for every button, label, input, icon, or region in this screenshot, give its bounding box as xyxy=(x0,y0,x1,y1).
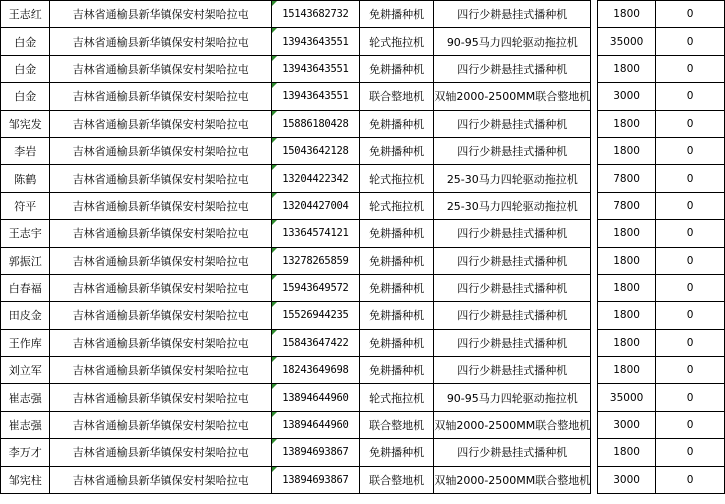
name-cell[interactable]: 王志宇 xyxy=(1,220,50,247)
phone-cell[interactable]: 13894693867 xyxy=(271,439,359,466)
machine-type-cell[interactable]: 免耕播种机 xyxy=(360,357,434,384)
spacer-cell[interactable] xyxy=(591,137,598,164)
phone-cell[interactable]: 13894644960 xyxy=(271,411,359,438)
machine-model-cell[interactable]: 四行少耕悬挂式播种机 xyxy=(434,55,591,82)
machine-model-cell[interactable]: 双轴2000-2500MM联合整地机 xyxy=(434,466,591,493)
machine-model-cell[interactable]: 90-95马力四轮驱动拖拉机 xyxy=(434,28,591,55)
phone-cell[interactable]: 13364574121 xyxy=(271,220,359,247)
address-cell[interactable]: 吉林省通榆县新华镇保安村架哈拉屯 xyxy=(50,55,271,82)
name-cell[interactable]: 邹宪柱 xyxy=(1,466,50,493)
name-cell[interactable]: 刘立军 xyxy=(1,357,50,384)
name-cell[interactable]: 崔志强 xyxy=(1,411,50,438)
table-row[interactable] xyxy=(1,411,725,438)
machine-model-cell[interactable]: 四行少耕悬挂式播种机 xyxy=(434,439,591,466)
name-cell[interactable]: 王志红 xyxy=(1,1,50,28)
machine-type-cell[interactable]: 轮式拖拉机 xyxy=(360,28,434,55)
machine-type-cell[interactable]: 轮式拖拉机 xyxy=(360,384,434,411)
phone-cell[interactable]: 13894644960 xyxy=(271,384,359,411)
price-cell[interactable]: 1800 xyxy=(598,137,656,164)
phone-cell[interactable]: 15943649572 xyxy=(271,274,359,301)
phone-cell[interactable]: 13894693867 xyxy=(271,466,359,493)
spacer-cell[interactable] xyxy=(591,192,598,219)
machine-model-cell[interactable]: 90-95马力四轮驱动拖拉机 xyxy=(434,384,591,411)
price-cell[interactable]: 1800 xyxy=(598,302,656,329)
price-cell[interactable]: 1800 xyxy=(598,220,656,247)
name-cell[interactable]: 陈鹤 xyxy=(1,165,50,192)
table-row[interactable] xyxy=(1,83,725,110)
extra-cell[interactable]: 0 xyxy=(656,220,725,247)
table-row[interactable] xyxy=(1,165,725,192)
phone-cell[interactable]: 15886180428 xyxy=(271,110,359,137)
phone-cell[interactable]: 15843647422 xyxy=(271,329,359,356)
spacer-cell[interactable] xyxy=(591,83,598,110)
name-cell[interactable]: 王作库 xyxy=(1,329,50,356)
extra-cell[interactable]: 0 xyxy=(656,55,725,82)
name-cell[interactable]: 符平 xyxy=(1,192,50,219)
address-cell[interactable]: 吉林省通榆县新华镇保安村架哈拉屯 xyxy=(50,302,271,329)
address-cell[interactable]: 吉林省通榆县新华镇保安村架哈拉屯 xyxy=(50,466,271,493)
machine-type-cell[interactable]: 免耕播种机 xyxy=(360,137,434,164)
table-row[interactable] xyxy=(1,357,725,384)
machine-model-cell[interactable]: 四行少耕悬挂式播种机 xyxy=(434,247,591,274)
machine-model-cell[interactable]: 四行少耕悬挂式播种机 xyxy=(434,329,591,356)
table-row[interactable] xyxy=(1,384,725,411)
name-cell[interactable]: 白金 xyxy=(1,28,50,55)
phone-cell[interactable]: 15043642128 xyxy=(271,137,359,164)
table-row[interactable] xyxy=(1,302,725,329)
table-row[interactable] xyxy=(1,274,725,301)
machine-type-cell[interactable]: 免耕播种机 xyxy=(360,247,434,274)
machine-type-cell[interactable]: 轮式拖拉机 xyxy=(360,165,434,192)
phone-cell[interactable]: 15526944235 xyxy=(271,302,359,329)
machine-model-cell[interactable]: 四行少耕悬挂式播种机 xyxy=(434,137,591,164)
machine-type-cell[interactable]: 免耕播种机 xyxy=(360,1,434,28)
machine-type-cell[interactable]: 免耕播种机 xyxy=(360,302,434,329)
price-cell[interactable]: 35000 xyxy=(598,28,656,55)
machine-type-cell[interactable]: 免耕播种机 xyxy=(360,110,434,137)
machine-model-cell[interactable]: 四行少耕悬挂式播种机 xyxy=(434,110,591,137)
spacer-cell[interactable] xyxy=(591,439,598,466)
address-cell[interactable]: 吉林省通榆县新华镇保安村架哈拉屯 xyxy=(50,329,271,356)
address-cell[interactable]: 吉林省通榆县新华镇保安村架哈拉屯 xyxy=(50,28,271,55)
phone-cell[interactable]: 13943643551 xyxy=(271,28,359,55)
price-cell[interactable]: 7800 xyxy=(598,165,656,192)
phone-cell[interactable]: 18243649698 xyxy=(271,357,359,384)
name-cell[interactable]: 白春福 xyxy=(1,274,50,301)
name-cell[interactable]: 郭振江 xyxy=(1,247,50,274)
machine-type-cell[interactable]: 免耕播种机 xyxy=(360,220,434,247)
machine-type-cell[interactable]: 联合整地机 xyxy=(360,466,434,493)
spacer-cell[interactable] xyxy=(591,110,598,137)
table-row[interactable] xyxy=(1,28,725,55)
extra-cell[interactable]: 0 xyxy=(656,247,725,274)
address-cell[interactable]: 吉林省通榆县新华镇保安村架哈拉屯 xyxy=(50,411,271,438)
name-cell[interactable]: 邹宪发 xyxy=(1,110,50,137)
extra-cell[interactable]: 0 xyxy=(656,329,725,356)
spacer-cell[interactable] xyxy=(591,28,598,55)
address-cell[interactable]: 吉林省通榆县新华镇保安村架哈拉屯 xyxy=(50,1,271,28)
table-row[interactable] xyxy=(1,137,725,164)
table-row[interactable] xyxy=(1,1,725,28)
machine-model-cell[interactable]: 25-30马力四轮驱动拖拉机 xyxy=(434,192,591,219)
address-cell[interactable]: 吉林省通榆县新华镇保安村架哈拉屯 xyxy=(50,137,271,164)
extra-cell[interactable]: 0 xyxy=(656,302,725,329)
table-row[interactable] xyxy=(1,247,725,274)
spacer-cell[interactable] xyxy=(591,1,598,28)
table-row[interactable] xyxy=(1,192,725,219)
extra-cell[interactable]: 0 xyxy=(656,411,725,438)
address-cell[interactable]: 吉林省通榆县新华镇保安村架哈拉屯 xyxy=(50,220,271,247)
spacer-cell[interactable] xyxy=(591,302,598,329)
spacer-cell[interactable] xyxy=(591,55,598,82)
phone-cell[interactable]: 13204427004 xyxy=(271,192,359,219)
extra-cell[interactable]: 0 xyxy=(656,83,725,110)
machine-type-cell[interactable]: 免耕播种机 xyxy=(360,55,434,82)
price-cell[interactable]: 1800 xyxy=(598,1,656,28)
price-cell[interactable]: 1800 xyxy=(598,274,656,301)
extra-cell[interactable]: 0 xyxy=(656,439,725,466)
table-row[interactable] xyxy=(1,329,725,356)
table-row[interactable] xyxy=(1,55,725,82)
name-cell[interactable]: 田皮金 xyxy=(1,302,50,329)
address-cell[interactable]: 吉林省通榆县新华镇保安村架哈拉屯 xyxy=(50,247,271,274)
price-cell[interactable]: 1800 xyxy=(598,55,656,82)
machine-model-cell[interactable]: 双轴2000-2500MM联合整地机 xyxy=(434,411,591,438)
machine-type-cell[interactable]: 免耕播种机 xyxy=(360,439,434,466)
price-cell[interactable]: 1800 xyxy=(598,247,656,274)
spacer-cell[interactable] xyxy=(591,329,598,356)
address-cell[interactable]: 吉林省通榆县新华镇保安村架哈拉屯 xyxy=(50,165,271,192)
extra-cell[interactable]: 0 xyxy=(656,28,725,55)
phone-cell[interactable]: 15143682732 xyxy=(271,1,359,28)
extra-cell[interactable]: 0 xyxy=(656,165,725,192)
extra-cell[interactable]: 0 xyxy=(656,357,725,384)
machine-type-cell[interactable]: 联合整地机 xyxy=(360,83,434,110)
name-cell[interactable]: 李岩 xyxy=(1,137,50,164)
table-row[interactable] xyxy=(1,439,725,466)
machine-type-cell[interactable]: 联合整地机 xyxy=(360,411,434,438)
name-cell[interactable]: 白金 xyxy=(1,83,50,110)
table-row[interactable] xyxy=(1,220,725,247)
price-cell[interactable]: 3000 xyxy=(598,83,656,110)
phone-cell[interactable]: 13278265859 xyxy=(271,247,359,274)
extra-cell[interactable]: 0 xyxy=(656,137,725,164)
name-cell[interactable]: 白金 xyxy=(1,55,50,82)
machine-model-cell[interactable]: 双轴2000-2500MM联合整地机 xyxy=(434,83,591,110)
table-row[interactable] xyxy=(1,110,725,137)
spacer-cell[interactable] xyxy=(591,165,598,192)
machine-model-cell[interactable]: 四行少耕悬挂式播种机 xyxy=(434,357,591,384)
machine-model-cell[interactable]: 四行少耕悬挂式播种机 xyxy=(434,274,591,301)
machine-model-cell[interactable]: 四行少耕悬挂式播种机 xyxy=(434,302,591,329)
price-cell[interactable]: 1800 xyxy=(598,357,656,384)
price-cell[interactable]: 1800 xyxy=(598,110,656,137)
spacer-cell[interactable] xyxy=(591,274,598,301)
name-cell[interactable]: 崔志强 xyxy=(1,384,50,411)
spacer-cell[interactable] xyxy=(591,247,598,274)
machine-model-cell[interactable]: 四行少耕悬挂式播种机 xyxy=(434,1,591,28)
phone-cell[interactable]: 13943643551 xyxy=(271,83,359,110)
price-cell[interactable]: 1800 xyxy=(598,439,656,466)
spacer-cell[interactable] xyxy=(591,466,598,493)
address-cell[interactable]: 吉林省通榆县新华镇保安村架哈拉屯 xyxy=(50,439,271,466)
machine-model-cell[interactable]: 25-30马力四轮驱动拖拉机 xyxy=(434,165,591,192)
price-cell[interactable]: 3000 xyxy=(598,411,656,438)
table-row[interactable] xyxy=(1,466,725,493)
extra-cell[interactable]: 0 xyxy=(656,110,725,137)
address-cell[interactable]: 吉林省通榆县新华镇保安村架哈拉屯 xyxy=(50,110,271,137)
extra-cell[interactable]: 0 xyxy=(656,384,725,411)
price-cell[interactable]: 1800 xyxy=(598,329,656,356)
price-cell[interactable]: 7800 xyxy=(598,192,656,219)
machine-type-cell[interactable]: 免耕播种机 xyxy=(360,329,434,356)
address-cell[interactable]: 吉林省通榆县新华镇保安村架哈拉屯 xyxy=(50,192,271,219)
price-cell[interactable]: 35000 xyxy=(598,384,656,411)
machine-type-cell[interactable]: 免耕播种机 xyxy=(360,274,434,301)
spacer-cell[interactable] xyxy=(591,357,598,384)
phone-cell[interactable]: 13204422342 xyxy=(271,165,359,192)
spacer-cell[interactable] xyxy=(591,220,598,247)
address-cell[interactable]: 吉林省通榆县新华镇保安村架哈拉屯 xyxy=(50,357,271,384)
address-cell[interactable]: 吉林省通榆县新华镇保安村架哈拉屯 xyxy=(50,83,271,110)
address-cell[interactable]: 吉林省通榆县新华镇保安村架哈拉屯 xyxy=(50,274,271,301)
extra-cell[interactable]: 0 xyxy=(656,192,725,219)
extra-cell[interactable]: 0 xyxy=(656,274,725,301)
extra-cell[interactable]: 0 xyxy=(656,466,725,493)
address-cell[interactable]: 吉林省通榆县新华镇保安村架哈拉屯 xyxy=(50,384,271,411)
spacer-cell[interactable] xyxy=(591,411,598,438)
extra-cell[interactable]: 0 xyxy=(656,1,725,28)
name-cell[interactable]: 李万才 xyxy=(1,439,50,466)
machine-model-cell[interactable]: 四行少耕悬挂式播种机 xyxy=(434,220,591,247)
spacer-cell[interactable] xyxy=(591,384,598,411)
phone-cell[interactable]: 13943643551 xyxy=(271,55,359,82)
machine-type-cell[interactable]: 轮式拖拉机 xyxy=(360,192,434,219)
price-cell[interactable]: 3000 xyxy=(598,466,656,493)
table-body xyxy=(1,1,725,494)
